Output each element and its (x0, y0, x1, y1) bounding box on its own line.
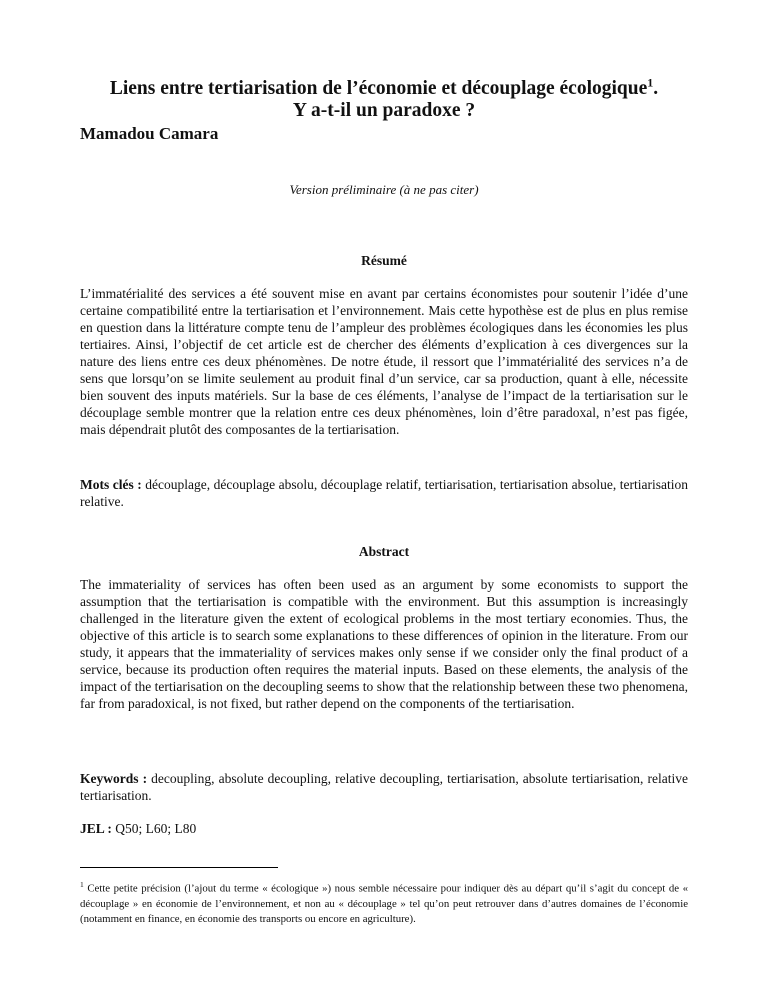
title-line-1: Liens entre tertiarisation de l’économie et découplage écologique (109, 78, 648, 99)
title-line-2: Y a-t-il un paradoxe ? (292, 100, 476, 121)
abstract-keywords (80, 770, 688, 804)
keywords-text: découplage, découplage absolu, découplage relatif, tertiarisation, tertiarisation absolue, tertiarisation relative. (80, 477, 689, 509)
version-note: Version préliminaire (à ne pas citer) (289, 182, 479, 197)
jel-text: Q50; L60; L80 (111, 821, 197, 836)
footnote (80, 877, 688, 927)
jel-label: JEL : (80, 821, 112, 836)
footnote-marker: 1 (80, 880, 84, 889)
author-name: Mamadou Camara (80, 124, 219, 143)
keywords-label-en: Keywords : (80, 771, 148, 786)
resume-keywords (80, 476, 688, 510)
footnote-text: Cette petite précision (l’ajout du terme « écologique ») nous semble nécessaire pour indiquer dès au départ qu’il s’agit du concept de « découplage » en économie de l’environnement, et non au « découplage » tel qu’on peut retrouver dans d’autres domaines de l’économie (notamment en finance, en économie des transports ou encore en agriculture). (80, 882, 688, 925)
abstract-body: The immateriality of services has often been used as an argument by some economists to support the assumption that the tertiarisation is compatible with the environment. But this assumption is increasingly challenged in the literature given the extent of ecological problems in the most tertiary economies. Thus, the objective of this article is to search some explanations to these differences of opinion in the literature. From our study, it appears that the immateriality of services makes only sense if we consider only the final product of a service, because its production often requires the material inputs. Based on these elements, the analysis of the impact of the tertiarisation on the decoupling seems to show that the relationship between these two phenomena, far from paradoxical, is not fixed, but rather depend on the components of the tertiarisation. (80, 577, 688, 711)
footnote-ref[interactable]: 1 (647, 75, 654, 90)
resume-heading: Résumé (361, 253, 407, 268)
paper-title (60, 75, 708, 122)
footnote-divider (80, 867, 278, 868)
abstract-heading: Abstract (358, 544, 410, 559)
jel-codes (80, 820, 688, 837)
resume-body: L’immatérialité des services a été souvent mise en avant par certains économistes pour soutenir l’idée d’une certaine compatibilité entre la tertiarisation et l’environnement. Mais cette hypothèse est de plus en plus remise en question dans la littérature compte tenu de l’ampleur des problèmes écologiques dans les économies les plus tertiaires. Ainsi, l’objectif de cet article est de chercher des éléments d’explication à ces divergences sur la nature des liens entre ces deux phénomènes. De notre étude, il ressort que l’immatérialité des services n’a de sens que lorsqu’on se limite seulement au produit final d’un service, car sa production, quant à elle, nécessite bien souvent des inputs matériels. Sur la base de ces éléments, l’analyse de l’impact de la tertiarisation sur le découplage semble montrer que la relation entre ces deux phénomènes, loin d’être paradoxal, n’est pas figée, mais dépendrait plutôt des composantes de la tertiarisation. (80, 286, 688, 437)
title-line-1-end: . (653, 78, 659, 99)
keywords-label: Mots clés : (80, 477, 142, 492)
keywords-text-en: decoupling, absolute decoupling, relative decoupling, tertiarisation, absolute tertiarisation, relative tertiarisation. (80, 771, 688, 803)
